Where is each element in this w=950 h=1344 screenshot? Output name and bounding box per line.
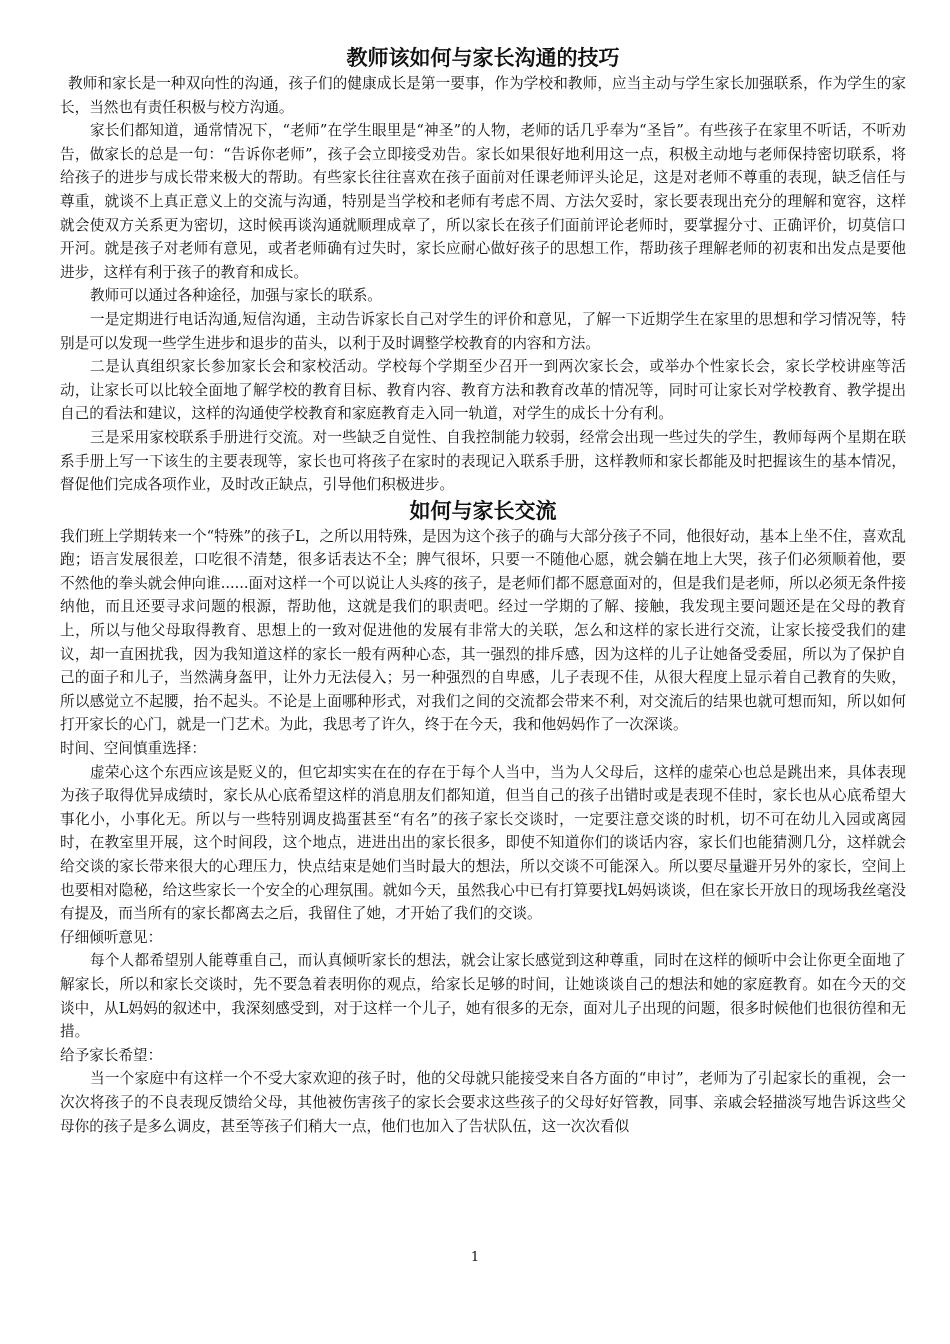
section2-paragraph: 当一个家庭中有这样一个不受大家欢迎的孩子时，他的父母就只能接受来自各方面的“申讨”，老师为了引起家长的重视，会一次次将孩子的不良表现反馈给父母，其他被伤害孩子的家长会要求这些孩子的父母好好管教，同事、亲戚会轻描淡写地告诉这些父母你的孩子是多么调皮，甚至等孩子们稍大一点，他们也加入了告状队伍，这一次次看似 — [60, 1070, 906, 1135]
section1-paragraph: 教师可以通过各种途径，加强与家长的联系。 — [90, 287, 382, 305]
subheading-time-space: 时间、空间慎重选择： — [60, 740, 206, 758]
subheading-hope: 给予家长希望： — [60, 1046, 163, 1064]
section1-paragraph: 家长们都知道，通常情况下，“老师”在学生眼里是“神圣”的人物，老师的话几乎奉为“圣旨”。有些孩子在家里不听话，不听劝告，做家长的总是一句：“告诉你老师”，孩子会立即接受劝告。家长如果很好地利用这一点，积极主动地与老师保持密切联系，将给孩子的进步与成长带来极大的帮助。有些家长往往喜欢在孩子面前对任课老师评头论足，这是对老师不尊重的表现，缺乏信任与尊重，就谈不上真正意义上的交流与沟通，特别是当学校和老师有考虑不周、方法欠妥时，家长要表现出充分的理解和宽容，这样就会使双方关系更为密切，这时候再谈沟通就顺理成章了，所以家长在孩子们面前评论老师时，要掌握分寸、正确评价，切莫信口开河。就是孩子对老师有意见，或者老师确有过失时，家长应耐心做好孩子的思想工作，帮助孩子理解老师的初衷和出发点是要他进步，这样有利于孩子的教育和成长。 — [60, 122, 906, 281]
section2-title: 如何与家长交流 — [409, 497, 557, 523]
section2-paragraph: 虚荣心这个东西应该是贬义的，但它却实实在在的存在于每个人当中，当为人父母后，这样的虚荣心也总是跳出来，具体表现为孩子取得优异成绩时，家长从心底希望这样的消息朋友们都知道，但当自己的孩子出错时或是表现不佳时，家长也从心底希望大事化小，小事化无。所以与一些特别调皮捣蛋甚至“有名”的孩子家长交谈时，一定要注意交谈的时机，切不可在幼儿入园或离园时，在教室里开展，这个时间段，这个地点，进进出出的家长很多，即使不知道你们的谈话内容，家长们也能猜测几分，这样就会给交谈的家长带来很大的心理压力，快点结束是她们当时最大的想法，所以交谈不可能深入。所以要尽量避开另外的家长，空间上也要相对隐秘，给这些家长一个安全的心理氛围。就如今天，虽然我心中已有打算要找L妈妈谈谈，但在家长开放日的现场我丝毫没有提及，而当所有的家长都离去之后，我留住了她，才开始了我们的交谈。 — [60, 763, 906, 923]
subheading-listen: 仔细倾听意见： — [60, 928, 163, 946]
section1-paragraph: 一是定期进行电话沟通,短信沟通，主动告诉家长自己对学生的评价和意见，了解一下近期学生在家里的思想和学习情况等，特别是可以发现一些学生进步和退步的苗头，以利于及时调整学校教育的内容和方法。 — [60, 310, 906, 352]
section1-paragraph: 二是认真组织家长参加家长会和家校活动。学校每个学期至少召开一到两次家长会，或举办个性家长会，家长学校讲座等活动，让家长可以比较全面地了解学校的教育目标、教育内容、教育方法和教育改革的情况等，同时可让家长对学校教育、教学提出自己的看法和建议，这样的沟通使学校教育和家庭教育走入同一轨道，对学生的成长十分有利。 — [60, 358, 906, 423]
section1-title: 教师该如何与家长沟通的技巧 — [346, 45, 620, 70]
section2-paragraph: 每个人都希望别人能尊重自己，而认真倾听家长的想法，就会让家长感觉到这种尊重，同时在这样的倾听中会让你更全面地了解家长，所以和家长交谈时，先不要急着表明你的观点，给家长足够的时间，让她谈谈自己的想法和她的家庭教育。如在今天的交谈中，从L妈妈的叙述中，我深刻感受到，对于这样一个儿子，她有很多的无奈，面对儿子出现的问题，很多时候他们也很彷徨和无措。 — [60, 952, 906, 1041]
section2-intro: 我们班上学期转来一个“特殊”的孩子L，之所以用特殊，是因为这个孩子的确与大部分孩子不同，他很好动，基本上坐不住，喜欢乱跑；语言发展很差，口吃很不清楚，很多话表达不全；脾气很坏，只要一不随他心愿，就会躺在地上大哭，孩子们必须顺着他，要不然他的拳头就会伸向谁......面对这样一个可以说让人头疼的孩子，是老师们都不愿意面对的，但是我们是老师，所以必须无条件接纳他，而且还要寻求问题的根源，帮助他，这就是我们的职责吧。经过一学期的了解、接触，我发现主要问题还是在父母的教育上，所以与他父母取得教育、思想上的一致对促进他的发展有非常大的关联，怎么和这样的家长进行交流，让家长接受我们的建议，却一直困扰我，因为我知道这样的家长一般有两种心态，其一强烈的排斥感，因为这样的儿子让她备受委屈，所以为了保护自己的面子和儿子，当然满身盔甲，让外力无法侵入；另一种强烈的自卑感，儿子表现不佳，从很大程度上显示着自己教育的失败，所以感觉立不起腰，抬不起头。不论是上面哪种形式，对我们之间的交流都会带来不利，对交流后的结果也就可想而知，所以如何打开家长的心门，就是一门艺术。为此，我思考了许久，终于在今天，我和他妈妈作了一次深谈。 — [60, 527, 906, 734]
section1-paragraph: 教师和家长是一种双向性的沟通，孩子们的健康成长是第一要事，作为学校和教师，应当主动与学生家长加强联系，作为学生的家长，当然也有责任积极与校方沟通。 — [60, 75, 906, 116]
section1-paragraph: 三是采用家校联系手册进行交流。对一些缺乏自觉性、自我控制能力较弱，经常会出现一些过失的学生，教师每两个星期在联系手册上写一下该生的主要表现等，家长也可将孩子在家时的表现记入联系手册，这样教师和家长都能及时把握该生的基本情况，督促他们完成各项作业，及时改正缺点，引导他们积极进步。 — [60, 428, 906, 494]
page-number: 1 — [470, 1250, 480, 1265]
